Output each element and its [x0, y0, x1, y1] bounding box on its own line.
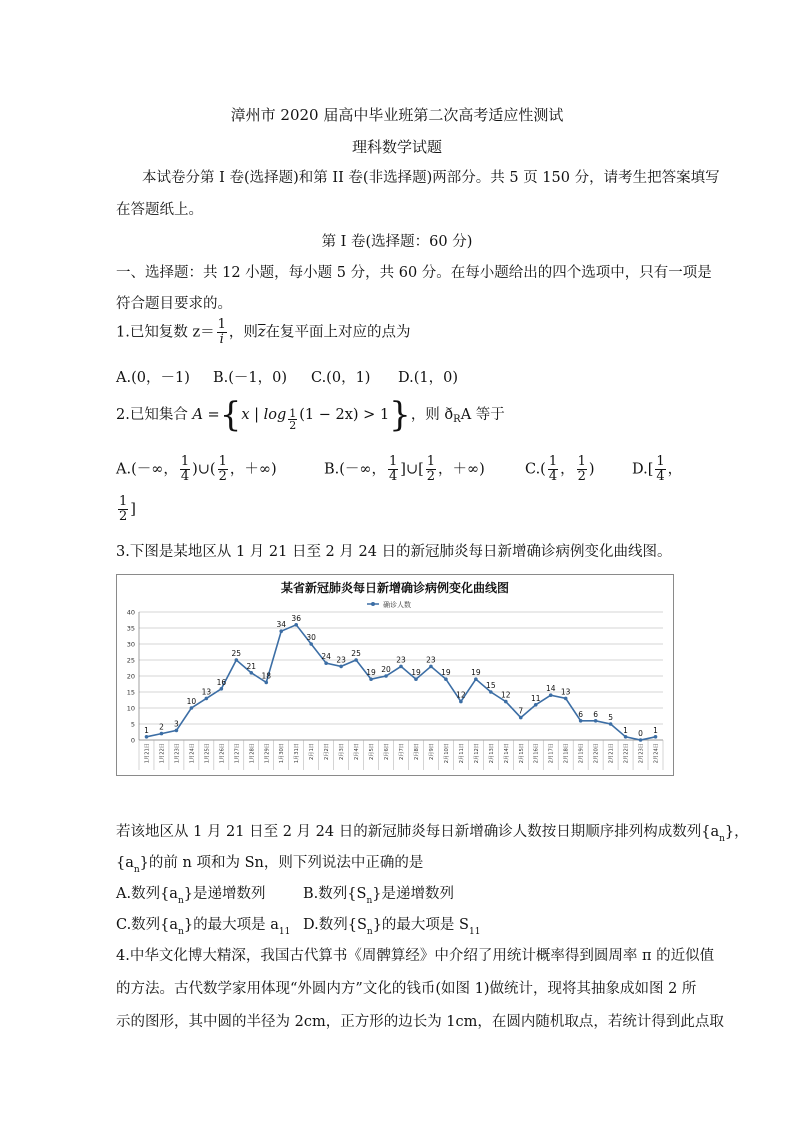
- question-2-option-d: D.[ $\frac{1}{4}$ ，: [632, 454, 683, 484]
- x-tick-label: 2月22日: [623, 743, 630, 764]
- data-label: 25: [351, 649, 361, 658]
- section-instructions-2: 符合题目要求的。: [116, 296, 232, 312]
- x-tick-label: 1月26日: [219, 743, 226, 764]
- data-point: [384, 674, 388, 678]
- y-tick-label: 5: [130, 720, 135, 729]
- question-2-stem: 2.已知集合 A ={x | log $\frac{1}{2}$ (1 − 2x) > 1}，则 $ð_RA$ 等于: [116, 395, 505, 435]
- y-tick-label: 25: [126, 656, 135, 665]
- data-point: [145, 735, 149, 739]
- data-label: 16: [216, 677, 227, 687]
- data-label: 10: [186, 697, 197, 706]
- x-tick-label: 1月25日: [204, 743, 211, 764]
- x-tick-label: 2月16日: [533, 743, 540, 764]
- data-point: [519, 716, 523, 720]
- x-tick-label: 2月10日: [443, 743, 450, 764]
- question-2-option-b: B.(－∞， $\frac{1}{4}$ ]∪[ $\frac{1}{2}$ ，＋∞): [324, 454, 485, 484]
- data-point: [564, 697, 568, 701]
- data-point: [190, 706, 194, 710]
- data-point: [654, 735, 658, 739]
- data-point: [249, 671, 253, 675]
- data-point: [414, 677, 418, 681]
- y-tick-label: 20: [126, 672, 135, 681]
- x-tick-label: 1月29日: [264, 743, 271, 764]
- paper-subtitle: 理科数学试题: [351, 138, 442, 156]
- fraction-one-over-i: $\frac{1}{i}$: [217, 317, 226, 347]
- data-point: [160, 732, 164, 736]
- x-tick-label: 2月21日: [608, 743, 615, 764]
- x-tick-label: 1月31日: [294, 743, 301, 764]
- data-point: [624, 735, 628, 739]
- question-3-option-a: A.数列$\{a_n\}$是递增数列: [116, 886, 266, 906]
- data-point: [504, 700, 508, 704]
- paper-title: 漳州市 2020 届高中毕业班第二次高考适应性测试: [230, 106, 564, 124]
- data-point: [354, 658, 358, 662]
- data-label: 36: [291, 613, 301, 623]
- y-tick-label: 10: [126, 704, 135, 713]
- data-label: 24: [321, 652, 331, 662]
- x-tick-label: 1月30日: [279, 743, 286, 764]
- data-point: [205, 697, 209, 701]
- y-tick-label: 0: [130, 736, 135, 745]
- question-4-line-3: 示的图形，其中圆的半径为 2cm，正方形的边长为 1cm，在圆内随机取点，若统计得到此点取: [116, 1014, 724, 1030]
- question-3-text-1: 若该地区从 1 月 21 日至 2 月 24 日的新冠肺炎每日新增确诊人数按日期顺序排列构成数列$\{a_n\}$，: [116, 824, 749, 844]
- x-tick-label: 2月6日: [384, 743, 391, 760]
- data-label: 19: [366, 668, 376, 678]
- data-point: [220, 687, 224, 691]
- x-tick-label: 2月11日: [458, 743, 465, 764]
- question-2-option-d-continued: $\frac{1}{2}$ ]: [119, 494, 136, 524]
- x-tick-label: 2月12日: [473, 743, 480, 764]
- question-2-option-a: A.(－∞， $\frac{1}{4}$ )∪( $\frac{1}{2}$ ，＋∞): [116, 454, 277, 484]
- data-label: 18: [261, 671, 272, 681]
- data-label: 13: [560, 687, 571, 697]
- x-tick-label: 2月8日: [413, 743, 420, 760]
- data-point: [339, 665, 343, 669]
- question-1-option-c: C.(0，1): [311, 370, 371, 386]
- question-1-option-d: D.(1，0): [398, 370, 458, 386]
- data-label: 7: [518, 706, 524, 716]
- question-4-line-1: 4.中华文化博大精深，我国古代算书《周髀算经》中介绍了用统计概率得到圆周率 π 的近似值: [116, 948, 715, 964]
- data-label: 23: [396, 655, 406, 665]
- z-conjugate: $\overline{z}$: [257, 324, 266, 341]
- x-tick-label: 2月1日: [309, 743, 316, 760]
- data-label: 6: [578, 709, 584, 719]
- data-point: [594, 719, 598, 723]
- data-label: 21: [246, 661, 257, 671]
- x-tick-label: 2月3日: [339, 743, 346, 760]
- x-tick-label: 2月7日: [399, 743, 405, 760]
- x-tick-label: 2月24日: [653, 743, 660, 764]
- data-label: 25: [231, 649, 242, 658]
- question-1-option-b: B.(－1，0): [213, 370, 288, 386]
- data-point: [534, 703, 538, 707]
- data-point: [399, 665, 403, 669]
- section-title: 第 I 卷(选择题：60 分): [321, 234, 473, 250]
- data-point: [429, 665, 433, 669]
- x-tick-label: 2月5日: [369, 743, 376, 760]
- chart-title: 某省新冠肺炎每日新增确诊病例变化曲线图: [280, 581, 510, 595]
- data-label: 2: [159, 722, 164, 732]
- x-tick-label: 1月23日: [174, 743, 181, 764]
- data-point: [324, 661, 328, 665]
- x-tick-label: 2月20日: [593, 743, 600, 764]
- data-label: 20: [381, 665, 391, 674]
- question-4-line-2: 的方法。古代数学家用体现“外圆内方”文化的钱币(如图 1)做统计，现将其抽象成如图 2 所: [116, 981, 697, 997]
- data-point: [609, 722, 613, 726]
- question-3-intro: 3.下图是某地区从 1 月 21 日至 2 月 24 日的新冠肺炎每日新增确诊病例变化曲线图。: [116, 544, 672, 560]
- x-tick-label: 2月19日: [578, 743, 585, 764]
- x-tick-label: 2月23日: [638, 743, 645, 764]
- x-tick-label: 1月21日: [144, 743, 151, 764]
- x-tick-label: 2月14日: [503, 743, 510, 764]
- question-2-option-c: C.( $\frac{1}{4}$ ， $\frac{1}{2}$ ): [525, 454, 595, 484]
- data-label: 6: [593, 709, 599, 719]
- intro-line-1: 本试卷分第 I 卷(选择题)和第 II 卷(非选择题)两部分。共 5 页 150 分，请考生把答案填写: [142, 170, 720, 186]
- data-label: 12: [501, 690, 511, 700]
- data-label: 34: [276, 620, 287, 630]
- y-tick-label: 40: [126, 608, 135, 617]
- y-tick-label: 30: [126, 640, 135, 649]
- data-point: [459, 700, 463, 704]
- data-label: 0: [638, 729, 643, 738]
- data-point: [549, 693, 553, 697]
- data-point: [474, 677, 478, 681]
- x-tick-label: 2月18日: [563, 743, 570, 764]
- data-label: 19: [411, 668, 421, 678]
- data-point: [639, 738, 643, 742]
- question-3-option-d: D.数列$\{S_n\}$的最大项是 $S_{11}$: [303, 917, 481, 937]
- y-tick-label: 15: [126, 688, 135, 697]
- data-label: 23: [426, 655, 436, 665]
- data-label: 19: [471, 668, 481, 678]
- x-tick-label: 1月24日: [189, 743, 196, 764]
- data-point: [279, 629, 283, 633]
- x-tick-label: 2月9日: [428, 743, 435, 760]
- data-point: [294, 623, 298, 627]
- data-point: [235, 658, 239, 662]
- x-tick-label: 1月22日: [159, 743, 166, 764]
- data-label: 23: [336, 655, 346, 665]
- data-point: [264, 681, 268, 685]
- data-label: 12: [456, 690, 466, 700]
- log-base-half: $\frac{1}{2}$: [289, 407, 297, 432]
- line-chart: [116, 574, 674, 776]
- data-label: 14: [545, 684, 556, 694]
- data-label: 1: [653, 725, 658, 735]
- x-tick-label: 1月27日: [234, 743, 241, 764]
- data-label: 3: [174, 719, 179, 729]
- x-tick-label: 2月17日: [548, 743, 555, 764]
- data-point: [369, 677, 373, 681]
- question-3-option-b: B.数列$\{S_n\}$是递增数列: [303, 886, 454, 906]
- data-label: 11: [530, 693, 541, 703]
- question-3-option-c: C.数列$\{a_n\}$的最大项是 $a_{11}$: [116, 917, 291, 937]
- data-point: [579, 719, 583, 723]
- x-tick-label: 2月13日: [488, 743, 495, 764]
- data-label: 15: [486, 681, 496, 690]
- data-point: [309, 642, 313, 646]
- data-label: 19: [441, 668, 451, 678]
- data-label: 1: [144, 725, 149, 735]
- data-label: 13: [201, 687, 212, 697]
- x-tick-label: 1月28日: [249, 743, 256, 764]
- data-label: 5: [608, 713, 613, 722]
- question-3-text-2: $\{a_n\}$的前 n 项和为 Sn，则下列说法中正确的是: [116, 855, 424, 875]
- data-point: [175, 729, 179, 733]
- x-tick-label: 2月2日: [324, 743, 331, 760]
- data-label: 1: [623, 725, 628, 735]
- question-1-stem: 1.已知复数 z＝ $\frac{1}{i}$ ，则$\overline{z}$在复平面上对应的点为: [116, 317, 411, 347]
- question-1-option-a: A.(0，－1): [116, 370, 190, 386]
- data-point: [444, 677, 448, 681]
- legend-label: 确诊人数: [383, 601, 411, 609]
- intro-line-2: 在答题纸上。: [116, 202, 203, 218]
- x-tick-label: 2月4日: [354, 743, 361, 760]
- data-point: [489, 690, 493, 694]
- y-tick-label: 35: [126, 624, 135, 633]
- chart-legend: [367, 600, 411, 609]
- data-label: 30: [306, 633, 316, 642]
- section-instructions-1: 一、选择题：共 12 小题，每小题 5 分，共 60 分。在每小题给出的四个选项中，只有一项是: [116, 265, 712, 281]
- x-tick-label: 2月15日: [518, 743, 525, 764]
